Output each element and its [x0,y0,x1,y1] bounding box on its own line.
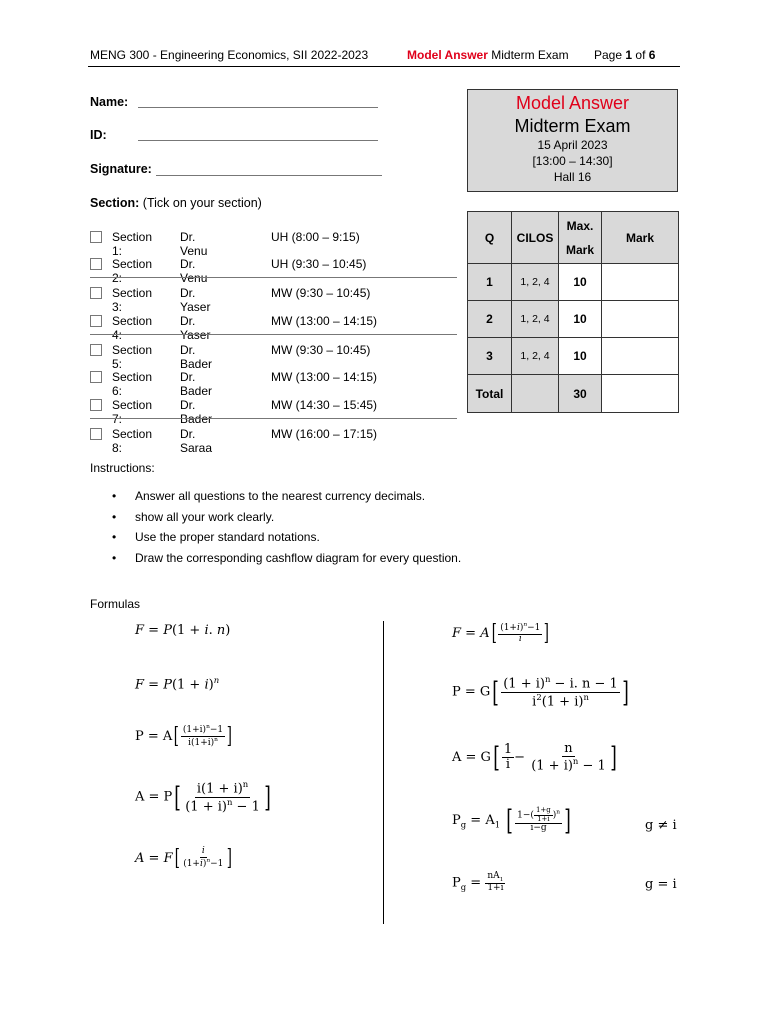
exam-time: [13:00 – 14:30] [532,154,613,168]
id-field[interactable] [138,140,378,141]
mark-cell[interactable] [602,264,679,301]
exam-hall: Hall 16 [553,170,592,184]
box-exam-title: Midterm Exam [514,116,631,136]
table-row: 2 1, 2, 4 10 [468,301,679,338]
formula-p-given-g: P = G[ $\frac{(1 + i)^n - i. n - 1}{i^2(1 + i)^n}$ ] [452,674,629,709]
list-item: • show all your work clearly. [114,510,274,524]
formula-simple-interest: F = P(1 + i. n) [135,623,231,638]
total-mark-cell[interactable] [602,375,679,413]
total-max: 30 [559,375,602,413]
exam-date: 15 April 2023 [537,138,608,152]
section-checkbox[interactable] [90,315,102,327]
table-row: 1 1, 2, 4 10 [468,264,679,301]
header-rule [88,66,680,67]
section-checkbox[interactable] [90,258,102,270]
exam-info-box [467,89,678,192]
formulas-title: Formulas [90,597,141,611]
formula-p-given-a: P = A[ $\frac{(1+i)^n-1}{i(1+i)^n}$ ] [135,724,232,749]
list-item: • Answer all questions to the nearest currency decimals. [114,489,425,503]
section-checkbox[interactable] [90,287,102,299]
table-row: 3 1, 2, 4 10 [468,338,679,375]
condition-g-eq-i: g = i [645,877,677,892]
signature-field[interactable] [156,175,382,176]
header-mark: Mark [602,212,679,264]
section-prompt: Section: (Tick on your section) [90,196,262,210]
total-label: Total [468,375,512,413]
formula-divider [383,621,384,924]
header-exam: Midterm Exam [491,48,569,62]
course-title: MENG 300 - Engineering Economics, SII 2022-2023 [90,48,369,62]
mark-cell[interactable] [602,338,679,375]
section-divider [90,277,457,278]
formula-f-given-a: F = A[ $\frac{(1+i)^n-1}{i}$ ] [452,621,550,646]
list-item: • Use the proper standard notations. [114,530,320,544]
section-divider [90,418,457,419]
section-checkbox[interactable] [90,428,102,440]
list-item: • Draw the corresponding cashflow diagram for every question. [114,551,461,565]
formula-a-given-g: A = G[ $\frac{1}{i}$ − $\frac{n}{(1 + i)^n - 1}$ ] [452,740,617,774]
header-q: Q [468,212,512,264]
formula-a-given-p: A = P[ $\frac{i(1 + i)^n}{(1 + i)^n - 1}$ ] [135,779,271,814]
mark-cell[interactable] [602,301,679,338]
page-number: Page 1 of 6 [594,48,656,62]
formula-a-given-f: A = F[ $\frac{i}{(1+i)^n-1}$ ] [135,846,233,871]
signature-label: Signature: [90,162,152,176]
box-model-answer: Model Answer [515,93,630,113]
id-label: ID: [90,128,107,142]
section-checkbox[interactable] [90,344,102,356]
section-checkbox[interactable] [90,399,102,411]
total-row [468,375,679,413]
header-exam-title [407,48,569,62]
header-max-mark: Max. Mark [559,212,602,264]
formula-geometric-g-eq-i: $P_g$ = $\frac{nA_1}{1+i}$ [452,871,504,894]
section-checkbox[interactable] [90,371,102,383]
section-checkbox[interactable] [90,231,102,243]
formula-compound-interest: $F = P(1 + i)^n$ [135,675,220,693]
instructions-title: Instructions: [90,461,155,475]
formula-geometric-g-neq-i: $P_g = A_1$ [ 1−( $\frac{1+g}{1+i}$ )$^n$ i−g ] [452,804,571,837]
marks-table [467,211,679,413]
condition-g-neq-i: g ≠ i [645,818,677,833]
header-model-answer: Model Answer [407,48,488,62]
name-field[interactable] [138,107,378,108]
section-divider [90,334,457,335]
name-label: Name: [90,95,129,109]
header-cilos: CILOS [512,212,559,264]
